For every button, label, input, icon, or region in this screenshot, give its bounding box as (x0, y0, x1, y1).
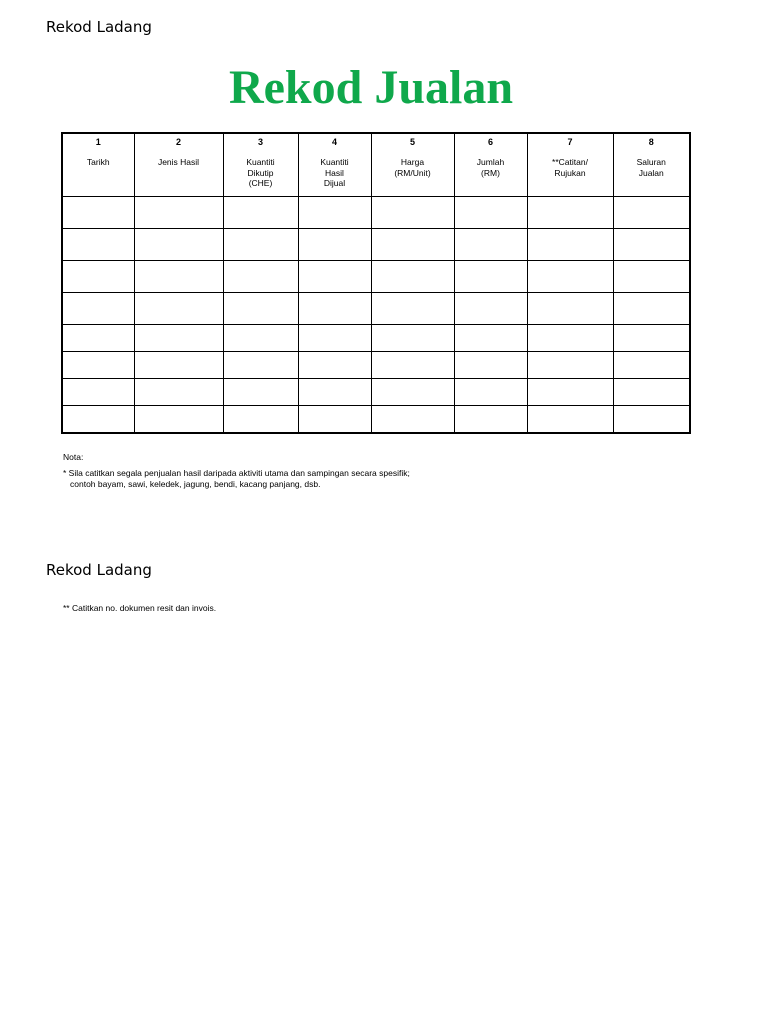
table-cell[interactable] (298, 352, 371, 379)
table-cell[interactable] (371, 229, 454, 261)
table-cell[interactable] (62, 406, 134, 434)
footnote: ** Catitkan no. dokumen resit dan invois. (63, 603, 217, 613)
column-header-jumlah (454, 133, 527, 197)
table-cell[interactable] (613, 197, 690, 229)
table-cell[interactable] (223, 261, 298, 293)
table-cell[interactable] (62, 352, 134, 379)
table-cell[interactable] (454, 261, 527, 293)
column-header-jenis-hasil (134, 133, 223, 197)
table-cell[interactable] (223, 352, 298, 379)
table-cell[interactable] (527, 406, 613, 434)
table-cell[interactable] (454, 197, 527, 229)
column-label: Tarikh (86, 157, 110, 167)
table-cell[interactable] (298, 379, 371, 406)
header-label: Rekod Ladang (46, 18, 152, 36)
column-header-tarikh (62, 133, 134, 197)
notes-line: * Sila catitkan segala penjualan hasil daripada aktiviti utama dan sampingan secara spesifik; (63, 468, 410, 478)
table-cell[interactable] (134, 293, 223, 325)
column-number: 3 (257, 137, 263, 147)
table-cell[interactable] (454, 229, 527, 261)
table-cell[interactable] (298, 229, 371, 261)
column-label: Jumlah (RM) (476, 157, 505, 178)
table-cell[interactable] (613, 325, 690, 352)
column-label: Kuantiti Dikutip (CHE) (246, 157, 275, 188)
column-label: Jenis Hasil (157, 157, 200, 167)
table-cell[interactable] (223, 325, 298, 352)
table-cell[interactable] (223, 293, 298, 325)
table-cell[interactable] (298, 325, 371, 352)
table-cell[interactable] (613, 293, 690, 325)
column-number: 8 (648, 137, 654, 147)
column-number: 4 (331, 137, 337, 147)
table-cell[interactable] (298, 406, 371, 434)
table-cell[interactable] (454, 293, 527, 325)
table-cell[interactable] (134, 352, 223, 379)
table-cell[interactable] (62, 197, 134, 229)
table-cell[interactable] (371, 197, 454, 229)
table-cell[interactable] (134, 261, 223, 293)
column-header-kuantiti-dijual (298, 133, 371, 197)
sales-record-table (61, 132, 691, 434)
table-cell[interactable] (298, 197, 371, 229)
column-header-saluran (613, 133, 690, 197)
table-cell[interactable] (613, 261, 690, 293)
table-cell[interactable] (223, 229, 298, 261)
table-cell[interactable] (62, 261, 134, 293)
table-cell[interactable] (298, 293, 371, 325)
table-cell[interactable] (454, 406, 527, 434)
table-cell[interactable] (371, 379, 454, 406)
table-row (62, 325, 690, 352)
table-row (62, 261, 690, 293)
column-header-harga (371, 133, 454, 197)
table-cell[interactable] (527, 352, 613, 379)
column-number: 5 (409, 137, 415, 147)
table-cell[interactable] (527, 261, 613, 293)
table-cell[interactable] (527, 325, 613, 352)
table-cell[interactable] (223, 379, 298, 406)
notes-title: Nota: (63, 452, 84, 462)
table-cell[interactable] (134, 406, 223, 434)
column-label: Harga (RM/Unit) (394, 157, 431, 178)
column-number: 7 (567, 137, 573, 147)
table-cell[interactable] (454, 325, 527, 352)
table-cell[interactable] (613, 229, 690, 261)
table-cell[interactable] (527, 229, 613, 261)
column-label: Saluran Jualan (636, 157, 666, 178)
column-number: 2 (175, 137, 181, 147)
table-cell[interactable] (371, 293, 454, 325)
table-cell[interactable] (134, 197, 223, 229)
table-cell[interactable] (527, 197, 613, 229)
column-header-catitan (527, 133, 613, 197)
table-row (62, 406, 690, 434)
table-row (62, 229, 690, 261)
table-row (62, 352, 690, 379)
table-row (62, 293, 690, 325)
table-cell[interactable] (134, 229, 223, 261)
table-row (62, 379, 690, 406)
table-row (62, 197, 690, 229)
table-cell[interactable] (371, 261, 454, 293)
column-label: **Catitan/ Rujukan (552, 157, 588, 178)
footer-label: Rekod Ladang (46, 561, 152, 579)
column-label: Kuantiti Hasil Dijual (320, 157, 349, 188)
table-cell[interactable] (62, 229, 134, 261)
table-cell[interactable] (223, 197, 298, 229)
page-title: Rekod Jualan (228, 61, 514, 114)
table-cell[interactable] (613, 406, 690, 434)
table-cell[interactable] (223, 406, 298, 434)
column-header-kuantiti-dikutip (223, 133, 298, 197)
table-cell[interactable] (371, 325, 454, 352)
table-cell[interactable] (613, 352, 690, 379)
column-number: 1 (95, 137, 101, 147)
table-cell[interactable] (454, 352, 527, 379)
table-cell[interactable] (371, 406, 454, 434)
table-cell[interactable] (613, 379, 690, 406)
table-header-row (62, 133, 690, 197)
table-cell[interactable] (527, 379, 613, 406)
table-body (62, 197, 690, 434)
table-cell[interactable] (62, 325, 134, 352)
table-cell[interactable] (454, 379, 527, 406)
table-cell[interactable] (527, 293, 613, 325)
table-cell[interactable] (134, 379, 223, 406)
table-cell[interactable] (134, 325, 223, 352)
column-number: 6 (487, 137, 493, 147)
table-cell[interactable] (62, 293, 134, 325)
table-cell[interactable] (62, 379, 134, 406)
notes-section (63, 452, 410, 490)
table-cell[interactable] (371, 352, 454, 379)
notes-line: contoh bayam, sawi, keledek, jagung, bendi, kacang panjang, dsb. (70, 479, 321, 489)
table-cell[interactable] (298, 261, 371, 293)
